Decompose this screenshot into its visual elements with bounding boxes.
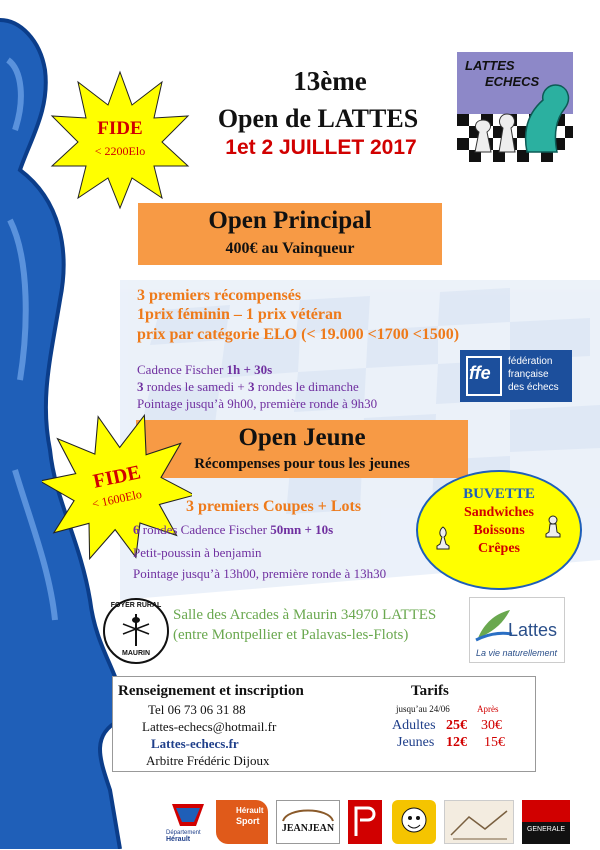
sponsor-monogram [348, 800, 382, 844]
open-jeune-subtitle: Récompenses pour tous les jeunes [194, 456, 410, 472]
lattes-city-logo [469, 597, 565, 663]
buvette-item-3: Crêpes [478, 541, 520, 556]
ffe-line1: fédération [508, 356, 553, 367]
fide-mid-limit: < 1600Elo [90, 486, 144, 512]
rounds-saturday-text: rondes le samedi + [143, 379, 248, 394]
herault-top: Département [166, 830, 201, 836]
sponsor-sketch [444, 800, 514, 844]
ffe-mark-text: ffe [469, 363, 491, 383]
principal-cadence-prefix: Cadence Fischer [137, 362, 227, 377]
jeune-pointage: Pointage jusqu’à 13h00, première ronde à 13h30 [133, 566, 387, 581]
ffe-line3: des échecs [508, 382, 559, 393]
sponsor-mascot [392, 800, 436, 844]
buvette-item-2: Boissons [473, 523, 525, 538]
generale-label: GENERALE [526, 826, 566, 833]
event-dates: 1et 2 JUILLET 2017 [225, 136, 417, 159]
tarif-row-after: 30€ [481, 718, 502, 733]
tarif-row-before: 25€ [446, 718, 467, 733]
principal-awards-3: prix par catégorie ELO (< 19.000 <1700 <1500) [137, 326, 460, 343]
jeune-rounds-text: rondes Cadence Fischer [139, 522, 271, 537]
buvette-circle [416, 470, 582, 590]
herault-logo-icon [166, 800, 210, 830]
principal-cadence [137, 362, 272, 378]
sponsor-jeanjean [276, 800, 340, 844]
rounds-sunday-count: 3 [247, 379, 255, 394]
sponsor-herault [166, 800, 210, 844]
venue-line-2: (entre Montpellier et Palavas-les-Flots) [173, 627, 409, 643]
open-jeune-title: Open Jeune [238, 424, 366, 451]
info-email[interactable]: Lattes-echecs@hotmail.fr [142, 719, 277, 734]
principal-pointage: Pointage jusqu’à 9h00, première ronde à 9h30 [137, 396, 378, 411]
open-principal-title: Open Principal [208, 207, 372, 234]
starburst-icon [50, 70, 190, 210]
sketch-icon [445, 801, 515, 845]
rounds-saturday-count: 3 [137, 379, 144, 394]
lattes-echecs-line2: ECHECS [485, 74, 540, 89]
tarifs-col-before: jusqu’au 24/06 [396, 704, 450, 714]
principal-cadence-value: 1h + 30s [226, 362, 273, 377]
buvette-title: BUVETTE [463, 486, 535, 502]
jeune-rounds [133, 522, 333, 538]
chess-pawn-icon [544, 514, 562, 538]
jeune-awards: 3 premiers Coupes + Lots [186, 498, 362, 515]
sport-bottom: Sport [236, 816, 260, 826]
info-arbitre: Arbitre Frédéric Dijoux [146, 753, 270, 768]
sport-top: Hérault [236, 806, 264, 815]
tarif-row-after: 15€ [484, 735, 505, 750]
ffe-logo [460, 350, 572, 402]
fide-top-burst [50, 70, 190, 210]
sponsor-herault-sport [216, 800, 268, 844]
fide-top-limit: < 2200Elo [94, 144, 146, 158]
lattes-city-name: Lattes [508, 620, 558, 640]
jeune-rounds-value: 50mn + 10s [270, 522, 334, 537]
tarif-row-label: Adultes [392, 718, 436, 733]
lattes-echecs-line1: LATTES [465, 58, 515, 73]
foyer-rural-bottom: MAURIN [122, 650, 150, 657]
tarifs-heading: Tarifs [411, 683, 449, 699]
principal-rounds [137, 379, 359, 395]
fide-mid-title: FIDE [91, 461, 143, 493]
foyer-rural-logo [103, 598, 169, 664]
fide-mid-burst [42, 412, 192, 562]
info-tel: Tel 06 73 06 31 88 [148, 702, 246, 717]
lattes-city-tagline: La vie naturellement [476, 648, 558, 658]
jeanjean-label: JEANJEAN [281, 823, 335, 834]
jeune-rounds-num: 6 [133, 522, 140, 537]
edition-label: 13ème [293, 66, 367, 96]
rounds-sunday-text: rondes le dimanche [254, 379, 359, 394]
buvette-item-1: Sandwiches [463, 505, 535, 520]
jeune-category: Petit-poussin à benjamin [133, 545, 262, 560]
mascot-icon [392, 800, 436, 844]
info-site[interactable]: Lattes-echecs.fr [151, 736, 239, 751]
tarifs-col-after: Après [477, 704, 499, 714]
open-principal-box [138, 203, 442, 265]
herault-bottom: Hérault [166, 836, 191, 843]
venue-line-1: Salle des Arcades à Maurin 34970 LATTES [173, 607, 437, 623]
tarif-row-label: Jeunes [397, 735, 435, 750]
principal-awards-2: 1prix féminin – 1 prix vétéran [137, 306, 342, 323]
event-title: Open de LATTES [217, 104, 419, 133]
principal-awards-1: 3 premiers récompensés [137, 287, 302, 304]
foyer-rural-top: FOYER RURAL [110, 602, 162, 609]
chess-bishop-icon [434, 526, 452, 550]
ffe-line2: française [508, 369, 549, 380]
tarif-row-before: 12€ [446, 735, 467, 750]
sponsor-generale [522, 800, 570, 844]
lattes-echecs-logo [457, 52, 573, 162]
monogram-icon [348, 800, 382, 844]
barrel-icon [277, 801, 339, 823]
info-heading: Renseignement et inscription [118, 683, 304, 699]
open-principal-prize: 400€ au Vainqueur [225, 240, 355, 257]
fide-top-title: FIDE [97, 118, 143, 139]
